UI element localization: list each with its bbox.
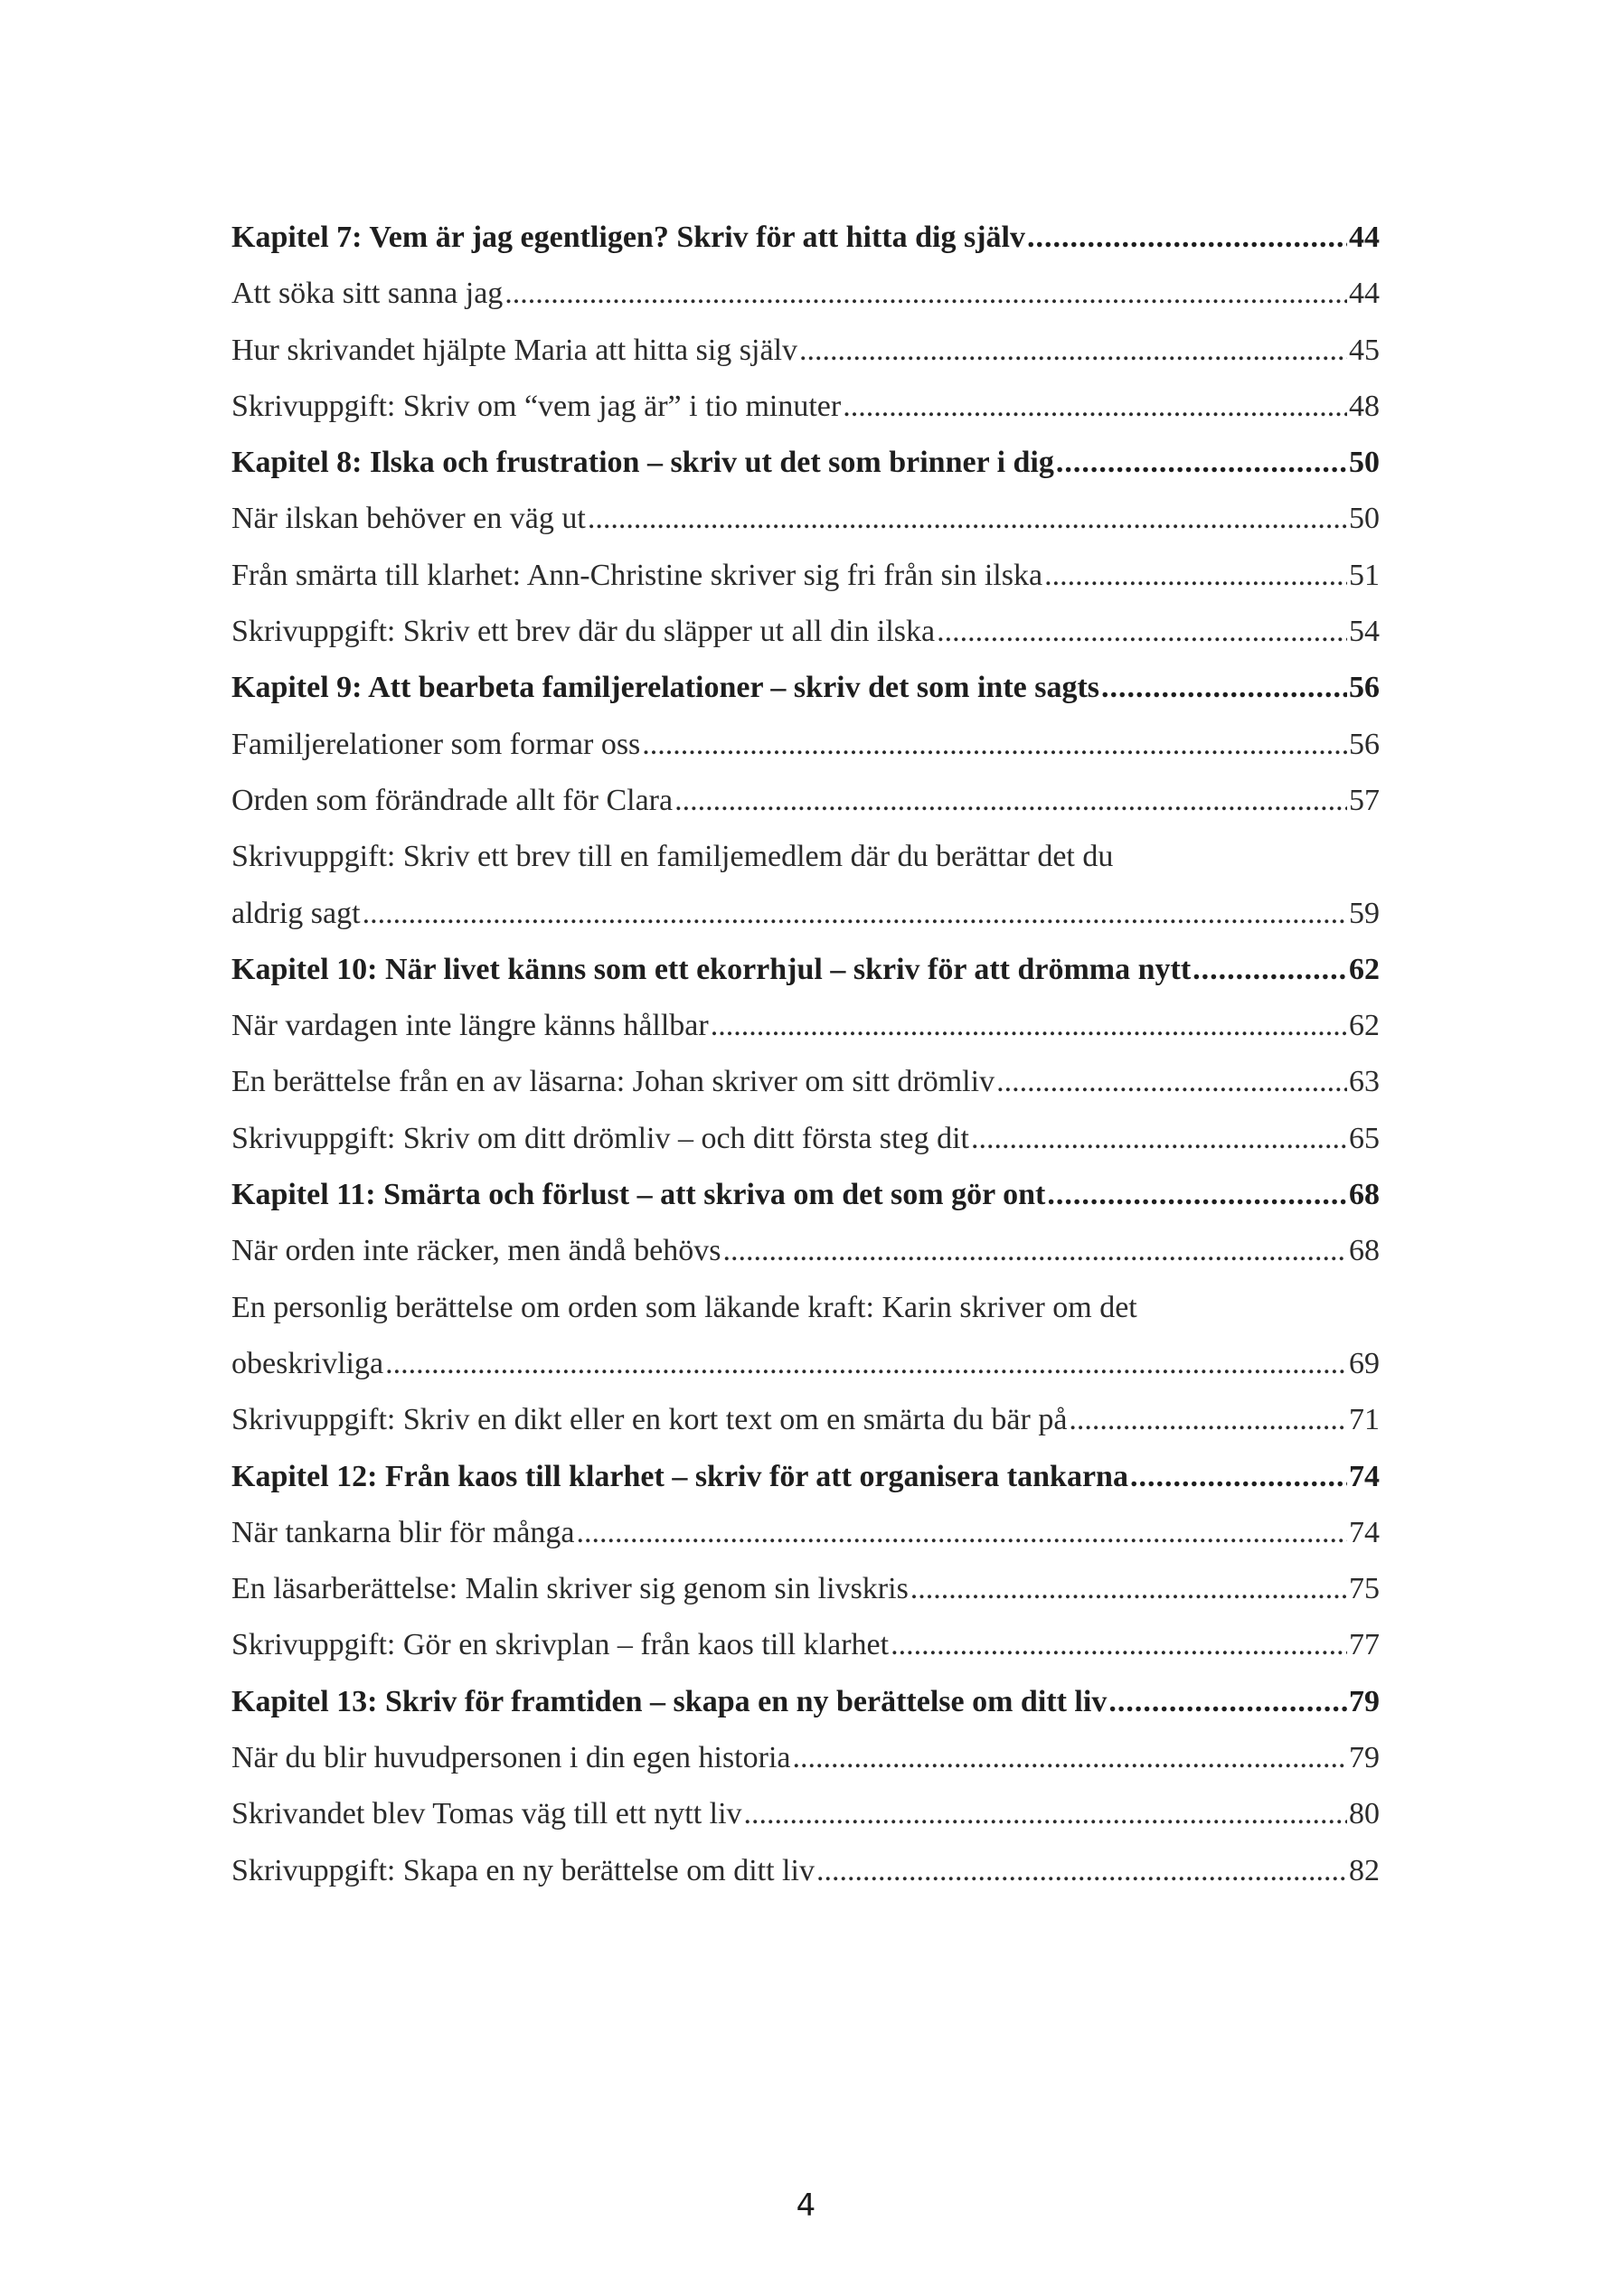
toc-chapter-entry[interactable] — [231, 210, 1380, 266]
toc-entry-page-number: 69 — [1349, 1346, 1380, 1380]
toc-entry-title: När du blir huvudpersonen i din egen historia — [231, 1741, 791, 1775]
toc-entry-title: En berättelse från en av läsarna: Johan skriver om sitt drömliv — [231, 1065, 995, 1099]
toc-entry-page-number: 80 — [1349, 1797, 1380, 1831]
toc-entry-page-number: 65 — [1349, 1121, 1380, 1155]
toc-chapter-entry[interactable] — [231, 1449, 1380, 1505]
toc-entry-page-number: 54 — [1349, 615, 1380, 649]
toc-section-entry[interactable] — [231, 1280, 1380, 1393]
toc-entry-page-number: 74 — [1349, 1515, 1380, 1549]
dot-leader — [1193, 942, 1347, 998]
toc-entry-title: Kapitel 8: Ilska och frustration – skriv ut det som brinner i dig — [231, 446, 1054, 480]
toc-entry-page-number: 50 — [1349, 502, 1380, 536]
toc-entry-title: Skrivuppgift: Skriv om ditt drömliv – och ditt första steg dit — [231, 1121, 969, 1155]
toc-section-entry[interactable] — [231, 1561, 1380, 1617]
toc-entry-page-number: 56 — [1349, 671, 1380, 705]
toc-entry-title: Kapitel 13: Skriv för framtiden – skapa en ny berättelse om ditt liv — [231, 1684, 1108, 1718]
toc-chapter-entry[interactable] — [231, 942, 1380, 998]
toc-section-entry[interactable] — [231, 1730, 1380, 1786]
toc-entry-page-number: 59 — [1349, 896, 1380, 930]
toc-chapter-entry[interactable] — [231, 435, 1380, 491]
toc-entry-title-continued: obeskrivliga — [231, 1346, 384, 1380]
toc-entry-title: Kapitel 11: Smärta och förlust – att skriva om det som gör ont — [231, 1178, 1046, 1212]
toc-entry-page-number: 79 — [1349, 1741, 1380, 1775]
toc-entry-title: Familjerelationer som formar oss — [231, 727, 641, 761]
toc-section-entry[interactable] — [231, 323, 1380, 379]
dot-leader — [504, 266, 1347, 322]
toc-entry-title: Skrivuppgift: Skriv ett brev där du släpper ut all din ilska — [231, 615, 936, 649]
toc-section-entry[interactable] — [231, 773, 1380, 829]
toc-entry-title: Skrivuppgift: Gör en skrivplan – från kaos till klarhet — [231, 1628, 890, 1662]
dot-leader — [642, 717, 1347, 773]
dot-leader — [1027, 210, 1347, 266]
toc-section-entry[interactable] — [231, 1111, 1380, 1167]
toc-section-entry[interactable] — [231, 491, 1380, 547]
dot-leader — [996, 1054, 1347, 1110]
dot-leader — [1108, 1674, 1347, 1730]
toc-entry-title: Att söka sitt sanna jag — [231, 277, 504, 311]
toc-entry-page-number: 50 — [1349, 446, 1380, 480]
dot-leader — [1069, 1392, 1347, 1448]
dot-leader — [385, 1336, 1347, 1392]
dot-leader — [799, 323, 1347, 379]
toc-entry-title: Orden som förändrade allt för Clara — [231, 783, 674, 817]
toc-entry-page-number: 62 — [1349, 1009, 1380, 1043]
toc-entry-title: Kapitel 9: Att bearbeta familjerelationer – skriv det som inte sagts — [231, 671, 1100, 705]
toc-section-entry[interactable] — [231, 1223, 1380, 1279]
toc-entry-title: Skrivuppgift: Skriv ett brev till en familjemedlem där du berättar det du — [231, 840, 1114, 874]
toc-entry-title: När ilskan behöver en väg ut — [231, 502, 586, 536]
toc-entry-title: Kapitel 10: När livet känns som ett ekorrhjul – skriv för att drömma nytt — [231, 952, 1192, 986]
toc-entry-title: Skrivandet blev Tomas väg till ett nytt liv — [231, 1797, 742, 1831]
toc-section-entry[interactable] — [231, 1617, 1380, 1673]
toc-entry-page-number: 44 — [1349, 221, 1380, 254]
toc-section-entry[interactable] — [231, 1843, 1380, 1899]
dot-leader — [843, 379, 1347, 435]
dot-leader — [1130, 1449, 1347, 1505]
toc-entry-title: En läsarberättelse: Malin skriver sig genom sin livskris — [231, 1572, 909, 1606]
toc-entry-page-number: 68 — [1349, 1178, 1380, 1212]
dot-leader — [744, 1786, 1347, 1842]
page-number: 4 — [796, 2188, 816, 2224]
toc-section-entry[interactable] — [231, 266, 1380, 322]
dot-leader — [722, 1223, 1347, 1279]
toc-entry-page-number: 71 — [1349, 1403, 1380, 1437]
dot-leader — [588, 491, 1347, 547]
toc-entry-page-number: 48 — [1349, 389, 1380, 423]
toc-section-entry[interactable] — [231, 1392, 1380, 1448]
dot-leader — [1056, 435, 1347, 491]
toc-entry-page-number: 44 — [1349, 277, 1380, 311]
toc-chapter-entry[interactable] — [231, 660, 1380, 716]
toc-entry-title: Kapitel 7: Vem är jag egentligen? Skriv för att hitta dig själv — [231, 221, 1025, 254]
toc-section-entry[interactable] — [231, 717, 1380, 773]
dot-leader — [363, 886, 1347, 942]
toc-entry-title: En personlig berättelse om orden som läkande kraft: Karin skriver om det — [231, 1290, 1137, 1324]
dot-leader — [792, 1730, 1347, 1786]
toc-entry-title: Skrivuppgift: Skapa en ny berättelse om ditt liv — [231, 1853, 815, 1887]
dot-leader — [577, 1505, 1348, 1561]
toc-entry-page-number: 75 — [1349, 1572, 1380, 1606]
toc-entry-title: När orden inte räcker, men ändå behövs — [231, 1234, 721, 1268]
toc-section-entry[interactable] — [231, 379, 1380, 435]
toc-entry-page-number: 68 — [1349, 1234, 1380, 1268]
toc-entry-title: Från smärta till klarhet: Ann-Christine skriver sig fri från sin ilska — [231, 558, 1043, 592]
dot-leader — [1047, 1167, 1347, 1223]
toc-entry-title: Skrivuppgift: Skriv en dikt eller en kort text om en smärta du bär på — [231, 1403, 1068, 1437]
dot-leader — [937, 604, 1347, 660]
toc-entry-title: Hur skrivandet hjälpte Maria att hitta sig själv — [231, 333, 798, 367]
toc-section-entry[interactable] — [231, 829, 1380, 942]
toc-section-entry[interactable] — [231, 1505, 1380, 1561]
dot-leader — [711, 998, 1347, 1054]
toc-entry-title-continued: aldrig sagt — [231, 896, 361, 930]
dot-leader — [816, 1843, 1347, 1899]
toc-entry-title: När vardagen inte längre känns hållbar — [231, 1009, 709, 1043]
dot-leader — [1101, 660, 1347, 716]
toc-entry-title: När tankarna blir för många — [231, 1515, 575, 1549]
toc-entry-page-number: 77 — [1349, 1628, 1380, 1662]
toc-entry-page-number: 82 — [1349, 1853, 1380, 1887]
table-of-contents — [231, 210, 1380, 1899]
toc-entry-page-number: 62 — [1349, 952, 1380, 986]
toc-entry-page-number: 51 — [1349, 558, 1380, 592]
toc-section-entry[interactable] — [231, 1054, 1380, 1110]
toc-entry-page-number: 74 — [1349, 1459, 1380, 1493]
toc-entry-title: Skrivuppgift: Skriv om “vem jag är” i tio minuter — [231, 389, 842, 423]
toc-entry-page-number: 63 — [1349, 1065, 1380, 1099]
toc-section-entry[interactable] — [231, 548, 1380, 604]
toc-chapter-entry[interactable] — [231, 1167, 1380, 1223]
toc-chapter-entry[interactable] — [231, 1674, 1380, 1730]
toc-entry-page-number: 57 — [1349, 783, 1380, 817]
toc-section-entry[interactable] — [231, 604, 1380, 660]
toc-entry-title: Kapitel 12: Från kaos till klarhet – skriv för att organisera tankarna — [231, 1459, 1128, 1493]
toc-entry-page-number: 56 — [1349, 727, 1380, 761]
dot-leader — [891, 1617, 1347, 1673]
dot-leader — [971, 1111, 1347, 1167]
toc-section-entry[interactable] — [231, 1786, 1380, 1842]
toc-section-entry[interactable] — [231, 998, 1380, 1054]
dot-leader — [1044, 548, 1347, 604]
dot-leader — [674, 773, 1347, 829]
toc-entry-page-number: 45 — [1349, 333, 1380, 367]
toc-entry-page-number: 79 — [1349, 1684, 1380, 1718]
dot-leader — [910, 1561, 1347, 1617]
